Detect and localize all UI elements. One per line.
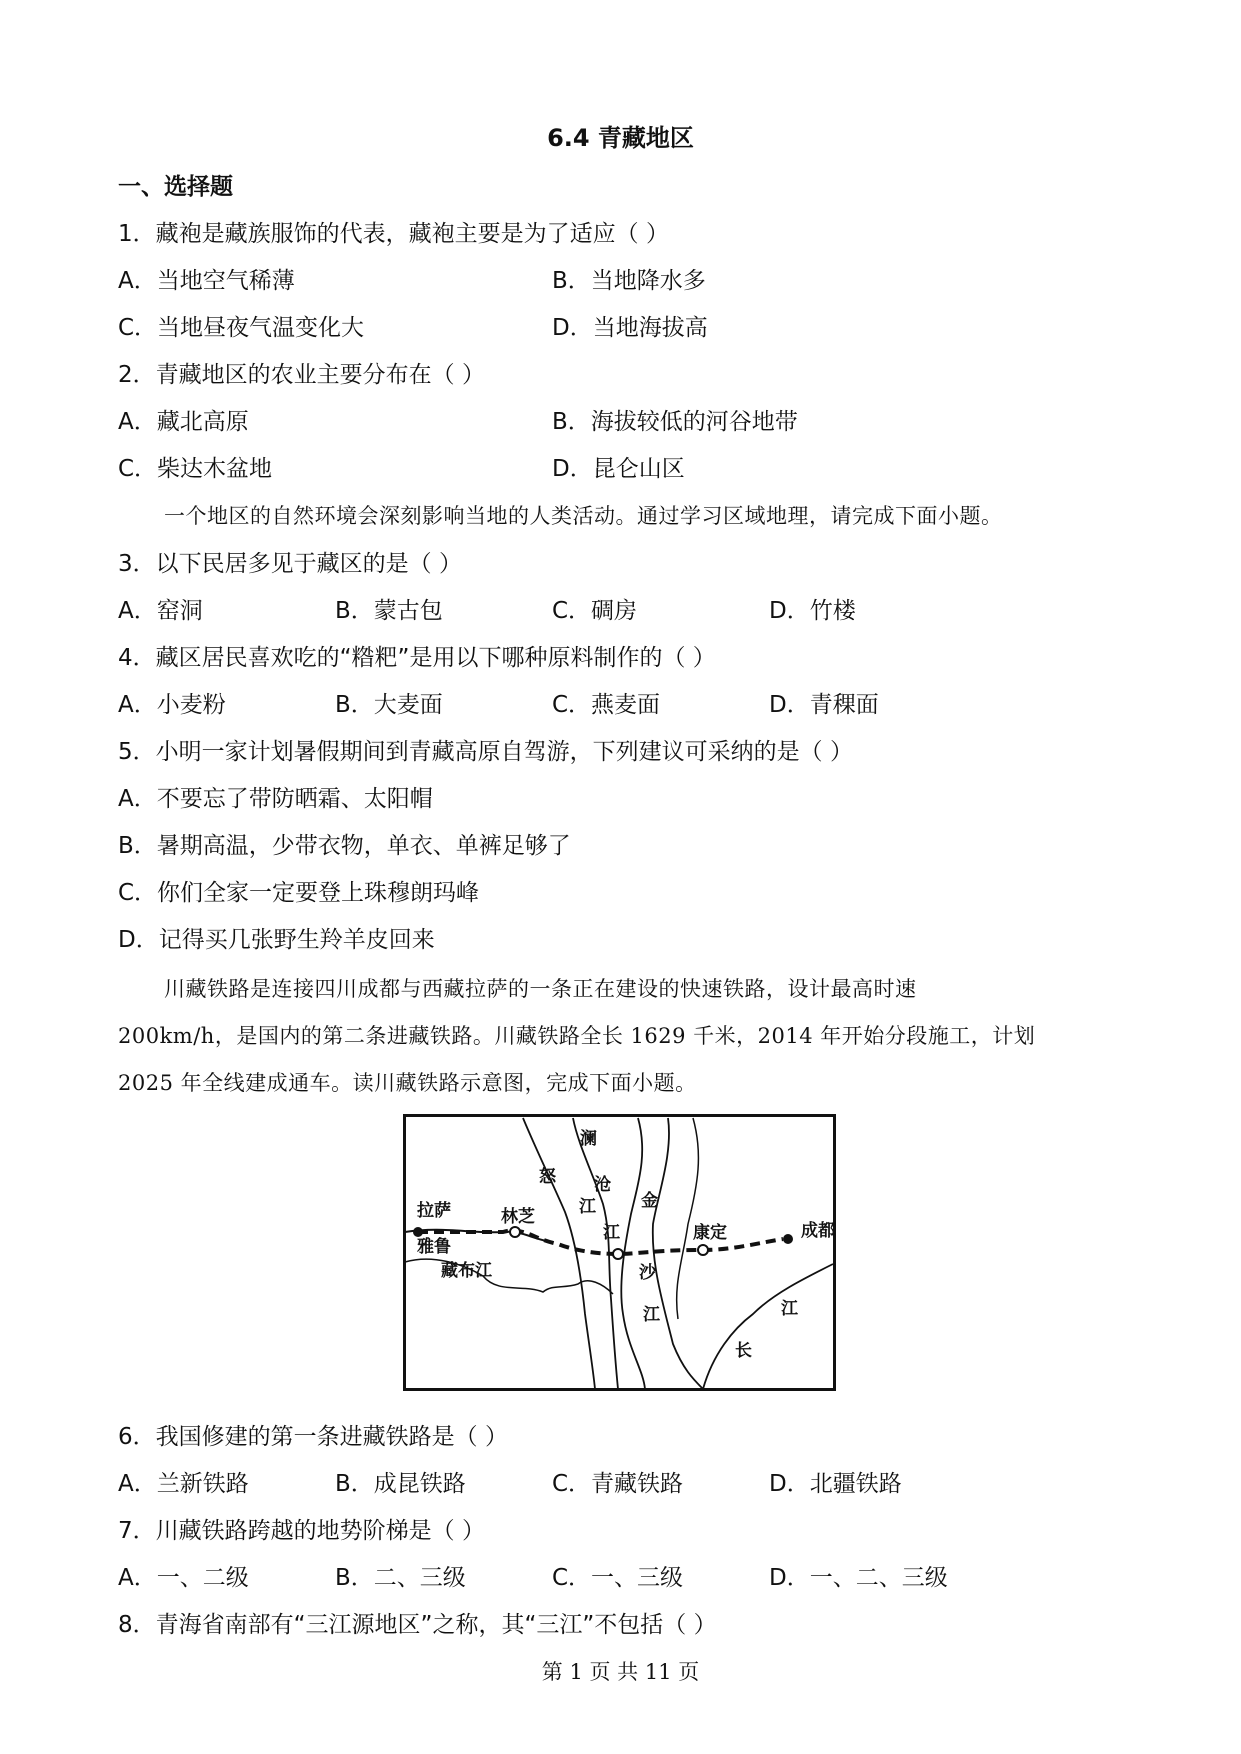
page-footer: 第 1 页 共 11 页 — [541, 1660, 700, 1684]
q1-option-d: D．当地海拔高 — [552, 315, 708, 341]
q3-option-c: C．碉房 — [552, 598, 638, 624]
q6-option-d: D．北疆铁路 — [769, 1471, 902, 1497]
q2-option-b: B．海拔较低的河谷地带 — [552, 409, 798, 435]
question-3: 3．以下民居多见于藏区的是（ ） — [118, 551, 462, 577]
q7-option-c: C．一、三级 — [552, 1565, 684, 1591]
question-4: 4．藏区居民喜欢吃的“糌粑”是用以下哪种原料制作的（ ） — [118, 645, 716, 671]
page-title: 6.4 青藏地区 — [547, 124, 694, 152]
q1-option-b: B．当地降水多 — [552, 268, 706, 294]
q6-option-b: B．成昆铁路 — [335, 1471, 466, 1497]
label-jinsha-2: 沙 — [639, 1263, 656, 1283]
label-yarlung-1: 雅鲁 — [417, 1237, 451, 1257]
label-chang-1: 江 — [781, 1299, 798, 1319]
label-nu-2: 江 — [579, 1197, 596, 1217]
section-heading: 一、选择题 — [118, 174, 233, 200]
q6-option-c: C．青藏铁路 — [552, 1471, 684, 1497]
label-chengdu: 成都 — [801, 1221, 835, 1241]
q7-option-a: A．一、二级 — [118, 1565, 249, 1591]
lhasa-dot — [413, 1227, 423, 1237]
label-chang-2: 长 — [735, 1341, 752, 1361]
q4-option-b: B．大麦面 — [335, 692, 443, 718]
q5-option-c: C．你们全家一定要登上珠穆朗玛峰 — [118, 880, 480, 906]
question-2: 2．青藏地区的农业主要分布在（ ） — [118, 362, 485, 388]
question-8: 8．青海省南部有“三江源地区”之称，其“三江”不包括（ ） — [118, 1612, 717, 1638]
q1-option-c: C．当地昼夜气温变化大 — [118, 315, 365, 341]
question-1: 1．藏袍是藏族服饰的代表，藏袍主要是为了适应（ ） — [118, 221, 669, 247]
question-5: 5．小明一家计划暑假期间到青藏高原自驾游，下列建议可采纳的是（ ） — [118, 739, 853, 765]
intro-paragraph-2-line-2: 200km/h，是国内的第二条进藏铁路。川藏铁路全长 1629 千米，2014 年开始分段施工，计划 — [118, 1024, 1036, 1048]
q4-option-c: C．燕麦面 — [552, 692, 661, 718]
label-lancang-3: 江 — [603, 1223, 620, 1243]
question-6: 6．我国修建的第一条进藏铁路是（ ） — [118, 1424, 508, 1450]
label-lancang-1: 澜 — [580, 1129, 597, 1149]
nyingchi-dot — [510, 1227, 520, 1237]
label-nyingchi: 林芝 — [501, 1207, 535, 1227]
question-7: 7．川藏铁路跨越的地势阶梯是（ ） — [118, 1518, 485, 1544]
intro-paragraph-1: 一个地区的自然环境会深刻影响当地的人类活动。通过学习区域地理，请完成下面小题。 — [164, 504, 1003, 528]
q7-option-d: D．一、二、三级 — [769, 1565, 948, 1591]
sichuan-tibet-railway-map — [403, 1114, 836, 1391]
intro-paragraph-2-line-1: 川藏铁路是连接四川成都与西藏拉萨的一条正在建设的快速铁路，设计最高时速 — [164, 977, 917, 1001]
label-jinsha-3: 江 — [643, 1305, 660, 1325]
q2-option-d: D．昆仑山区 — [552, 456, 685, 482]
label-lhasa: 拉萨 — [417, 1201, 451, 1221]
intro-paragraph-2-line-3: 2025 年全线建成通车。读川藏铁路示意图，完成下面小题。 — [118, 1071, 697, 1095]
label-kangding: 康定 — [693, 1223, 727, 1243]
river-crossing-dot — [613, 1249, 623, 1259]
q5-option-b: B．暑期高温，少带衣物，单衣、单裤足够了 — [118, 833, 571, 859]
label-jinsha-1: 金 — [641, 1191, 658, 1211]
chengdu-dot — [783, 1234, 793, 1244]
q4-option-a: A．小麦粉 — [118, 692, 226, 718]
q1-option-a: A．当地空气稀薄 — [118, 268, 295, 294]
q5-option-d: D．记得买几张野生羚羊皮回来 — [118, 927, 435, 953]
q6-option-a: A．兰新铁路 — [118, 1471, 249, 1497]
kangding-dot — [698, 1245, 708, 1255]
label-lancang-2: 沧 — [594, 1175, 611, 1195]
q2-option-a: A．藏北高原 — [118, 409, 249, 435]
label-nu-1: 怒 — [539, 1167, 556, 1187]
q3-option-a: A．窑洞 — [118, 598, 203, 624]
q2-option-c: C．柴达木盆地 — [118, 456, 273, 482]
q7-option-b: B．二、三级 — [335, 1565, 466, 1591]
q3-option-b: B．蒙古包 — [335, 598, 443, 624]
q3-option-d: D．竹楼 — [769, 598, 856, 624]
q4-option-d: D．青稞面 — [769, 692, 879, 718]
label-yarlung-2: 藏布江 — [441, 1261, 492, 1281]
q5-option-a: A．不要忘了带防晒霜、太阳帽 — [118, 786, 433, 812]
